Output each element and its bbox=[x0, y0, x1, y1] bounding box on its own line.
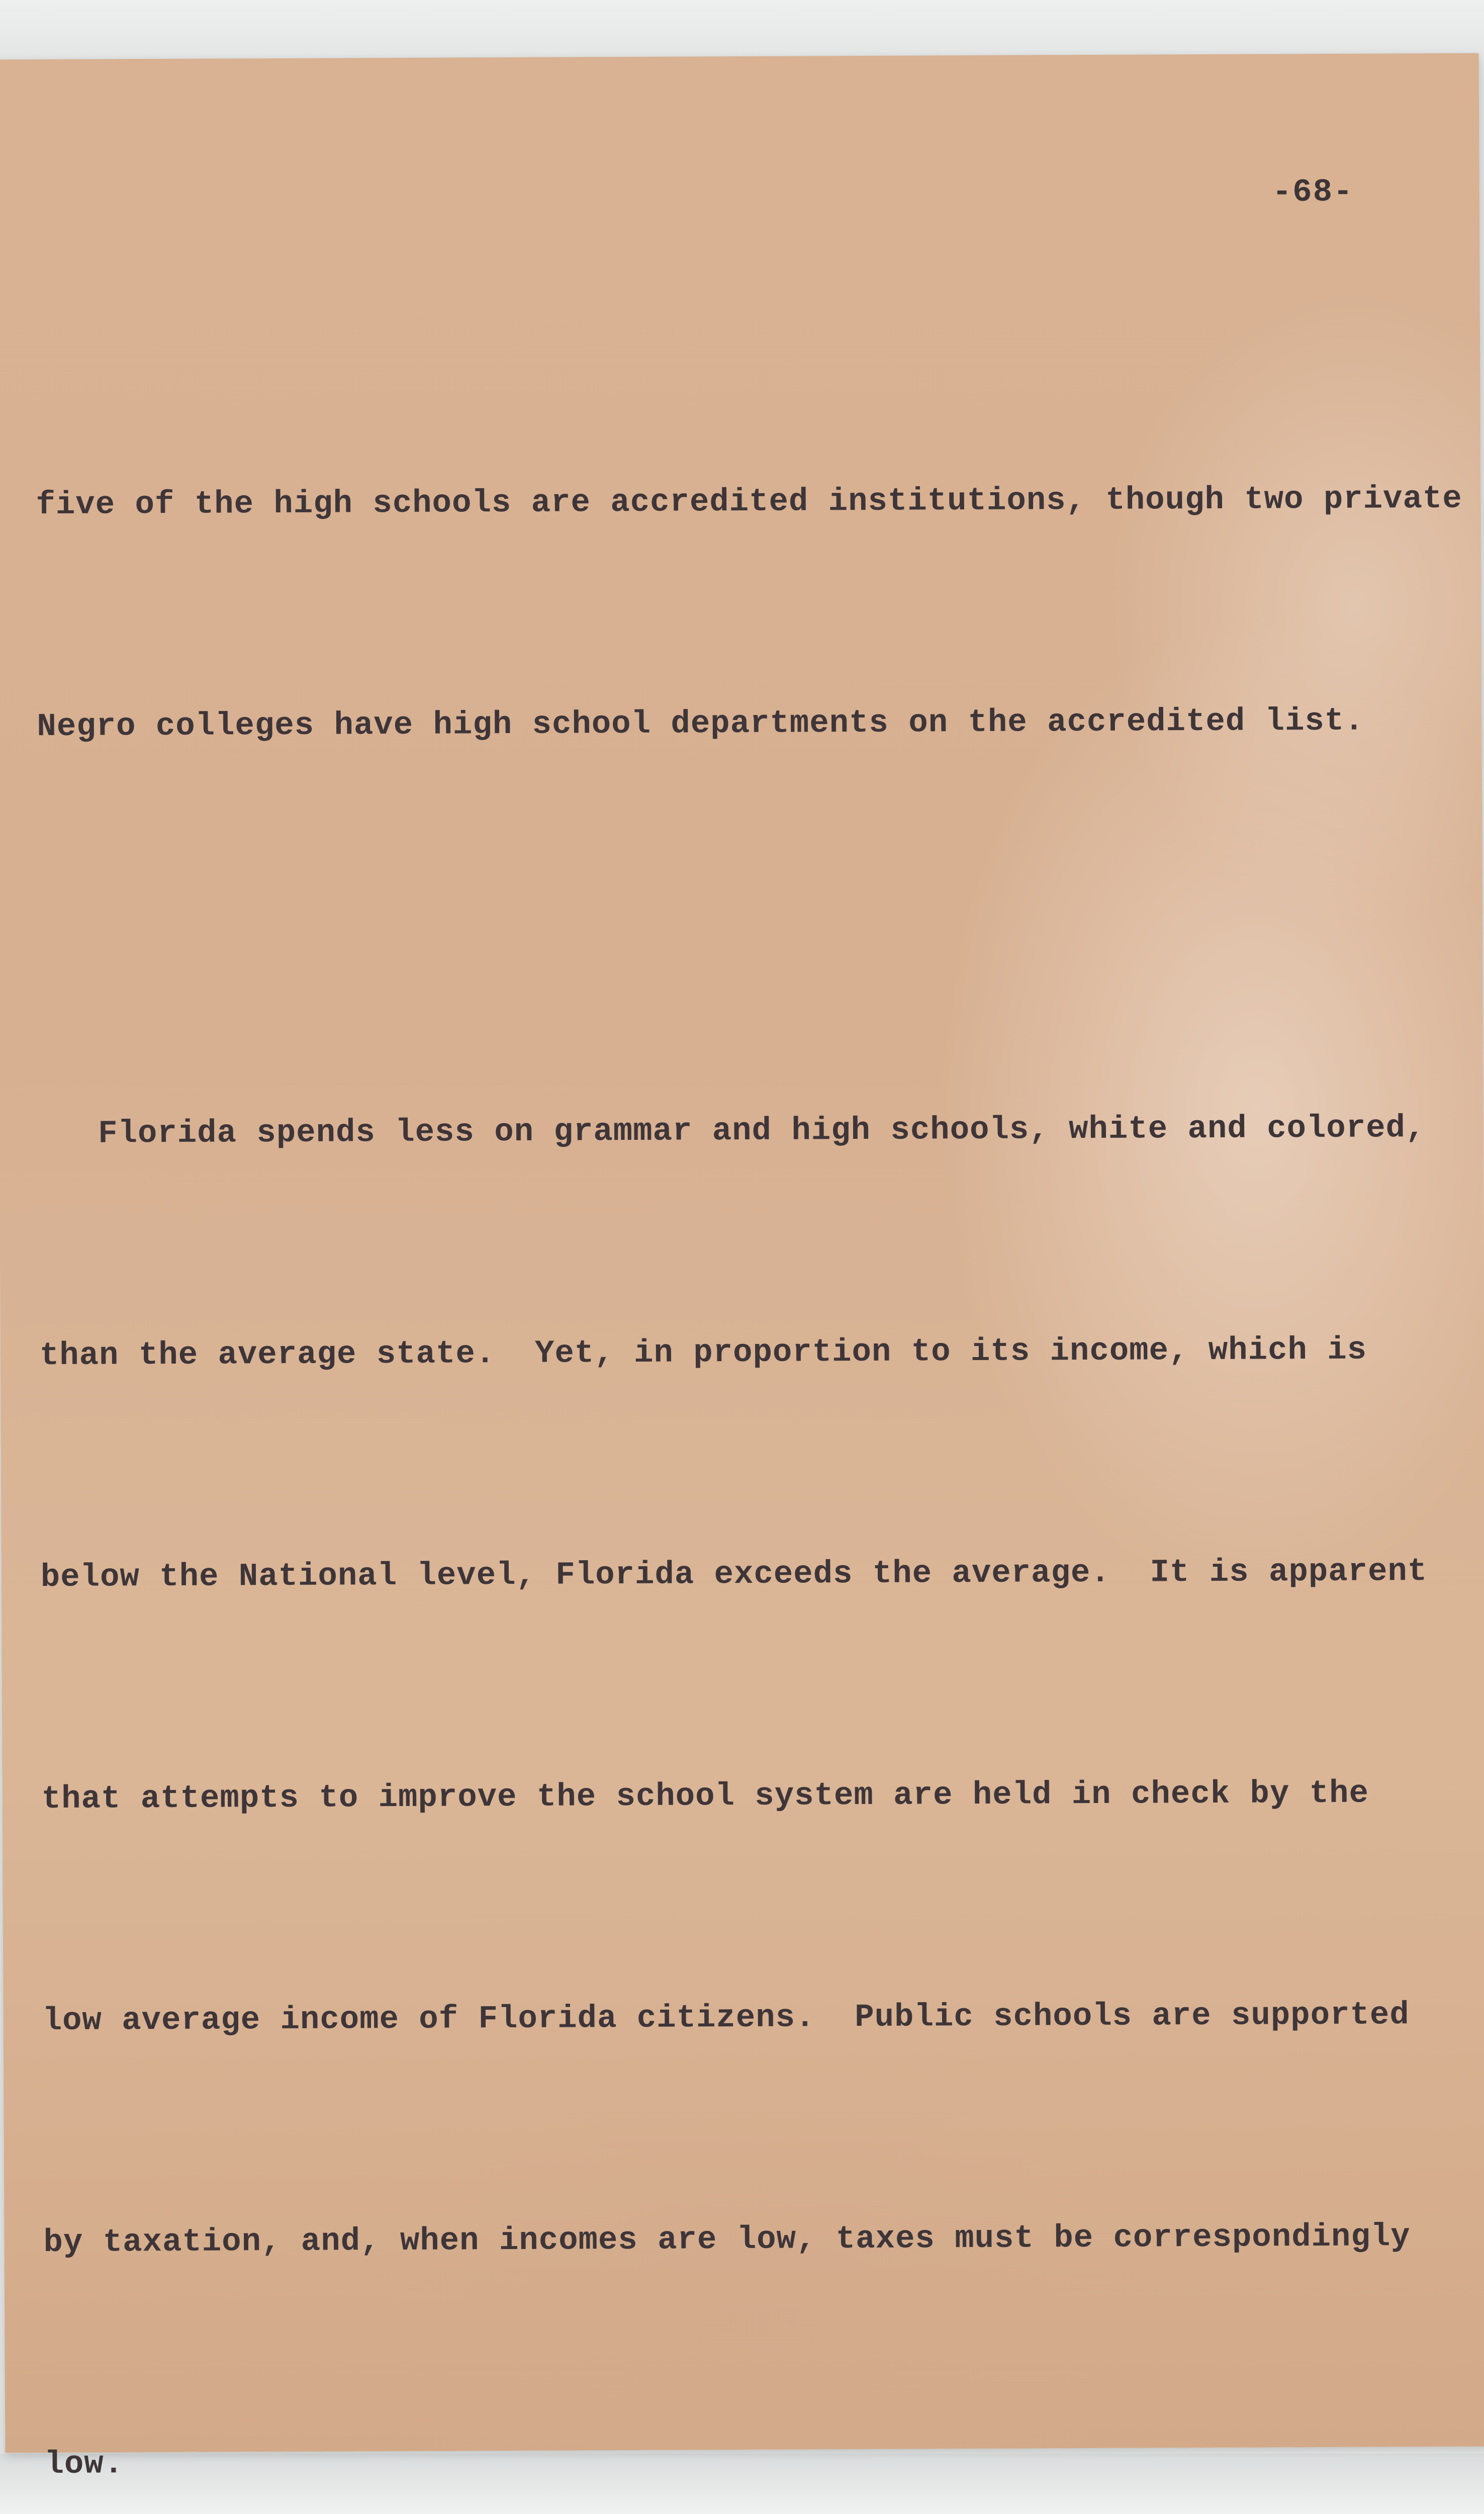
paragraph-2 bbox=[38, 944, 1448, 2514]
text-line: by taxation, and, when incomes are low, taxes must be correspondingly bbox=[43, 2219, 1411, 2262]
paragraph-1 bbox=[35, 315, 1462, 912]
typewritten-page bbox=[0, 53, 1484, 2483]
text-line: below the National level, Florida exceeds the average. It is apparent bbox=[40, 1554, 1428, 1596]
text-line: Negro colleges have high school departments on the accredited list. bbox=[37, 703, 1364, 746]
page-body bbox=[35, 315, 1464, 2514]
page-number: -68- bbox=[1272, 174, 1354, 211]
text-line: Florida spends less on grammar and high schools, white and colored, bbox=[38, 1110, 1426, 1153]
text-line: that attempts to improve the school system are held in check by the bbox=[41, 1775, 1369, 1818]
text-line: low average income of Florida citizens. Public schools are supported bbox=[42, 1997, 1410, 2040]
text-line: low. bbox=[44, 2446, 124, 2483]
text-line: five of the high schools are accredited institutions, though two private bbox=[36, 481, 1462, 524]
text-line: than the average state. Yet, in proportion to its income, which is bbox=[39, 1332, 1367, 1375]
